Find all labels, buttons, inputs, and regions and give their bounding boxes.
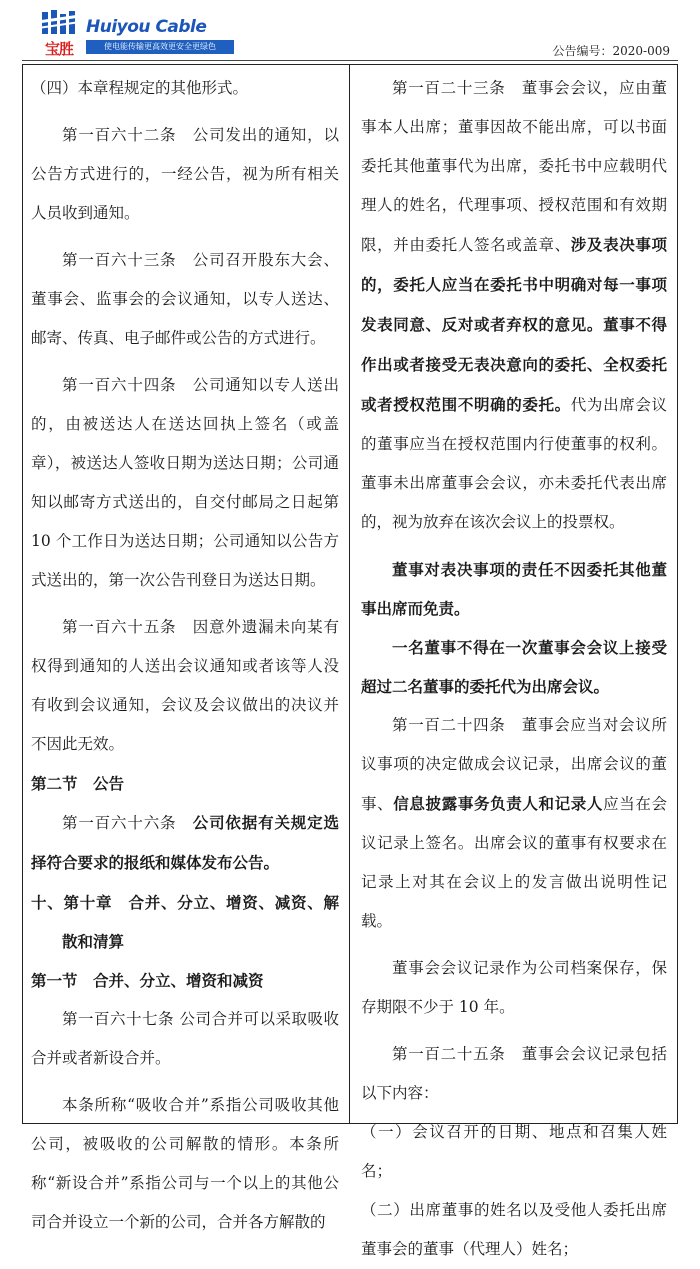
logo-slogan: 使电能传输更高效更安全更绿色 xyxy=(86,40,234,54)
article-124-part-c: 应当在会议记录上签名。出席会议的董事有权要求在记录上对其在会议上的发言做出说明性记载。 xyxy=(361,795,667,930)
chapter-heading-ten: 十、第十章 合并、分立、增资、减资、解散和清算 xyxy=(31,893,339,951)
document-number: 公告编号：2020-009 xyxy=(552,44,670,58)
article-123 xyxy=(361,69,667,542)
article-123-part-c: 代为出席会议的董事应当在授权范围内行使董事的权利。董事未出席董事会会议，亦未委托代表出席的，视为放弃在该次会议上的投票权。 xyxy=(361,396,667,531)
article-166-number: 第一百六十六条 xyxy=(62,814,193,832)
proxy-limit: 一名董事不得在一次董事会会议上接受超过二名董事的委托代为出席会议。 xyxy=(361,638,667,696)
article-165: 第一百六十五条 因意外遗漏未向某有权得到通知的人送出会议通知或者该等人没有收到会议通知，会议及会议做出的决议并不因此无效。 xyxy=(31,618,339,753)
company-logo xyxy=(36,8,216,58)
article-125: 第一百二十五条 董事会会议记录包括以下内容： xyxy=(361,1045,667,1102)
article-124 xyxy=(361,706,667,941)
section-heading-merger: 第一节 合并、分立、增资和减资 xyxy=(31,971,264,990)
header-divider xyxy=(22,60,678,61)
comparison-table xyxy=(22,64,678,1258)
director-liability: 董事对表决事项的责任不因委托其他董事出席而免责。 xyxy=(361,560,667,618)
minutes-retention: 董事会会议记录作为公司档案保存，保存期限不少于 10 年。 xyxy=(361,959,667,1016)
logo-chinese-name: 宝胜 xyxy=(44,40,73,58)
article-164: 第一百六十四条 公司通知以专人送出的，由被送达人在送达回执上签名（或盖章），被送达人签收日期为送达日期；公司通知以邮寄方式送出的，自交付邮局之日起第 10 个工作日为送达日期；公司通知以公告方式送出的，第一次公告刊登日为送达日期。 xyxy=(31,376,339,589)
article-166-body: 公司依据有关规定选择符合要求的报纸和媒体发布公告。 xyxy=(31,813,339,872)
article-124-part-a: 第一百二十四条 董事会应当对会议所议事项的决定做成会议记录，出席会议的董事、 xyxy=(361,716,667,813)
minutes-item-1: （一）会议召开的日期、地点和召集人姓名； xyxy=(361,1123,667,1180)
logo-brand-name: Huiyou Cable xyxy=(86,17,207,37)
page-header xyxy=(0,0,700,62)
article-124-bold: 信息披露事务负责人和记录人 xyxy=(393,794,604,813)
article-163: 第一百六十三条 公司召开股东大会、董事会、监事会的会议通知，以专人送达、邮寄、传真、电子邮件或公告的方式进行。 xyxy=(31,251,339,347)
left-column xyxy=(31,69,339,1242)
article-162: 第一百六十二条 公司发出的通知，以公告方式进行的，一经公告，视为所有相关人员收到通知。 xyxy=(31,126,339,222)
section-heading-announcement: 第二节 公告 xyxy=(31,774,125,793)
article-123-part-a: 第一百二十三条 董事会会议，应由董事本人出席；董事因故不能出席，可以书面委托其他董事代为出席，委托书中应载明代理人的姓名，代理事项、授权范围和有效期限，并由委托人签名或盖章、 xyxy=(361,79,667,254)
right-column xyxy=(361,69,667,1269)
minutes-item-2: （二）出席董事的姓名以及受他人委托出席董事会的董事（代理人）姓名； xyxy=(361,1201,667,1258)
left-paragraph: （四）本章程规定的其他形式。 xyxy=(31,79,249,97)
merger-definition: 本条所称“吸收合并”系指公司吸收其他公司，被吸收的公司解散的情形。本条所称“新设合并”系指公司与一个以上的其他公司合并设立一个新的公司，合并各方解散的 xyxy=(31,1096,339,1231)
article-166 xyxy=(31,803,339,883)
column-divider xyxy=(349,65,350,1123)
article-167: 第一百六十七条 公司合并可以采取吸收合并或者新设合并。 xyxy=(31,1010,339,1067)
article-123-bold: 涉及表决事项的，委托人应当在委托书中明确对每一事项发表同意、反对或者弃权的意见。董事不得作出或者接受无表决意向的委托、全权委托或者授权范围不明确的委托。 xyxy=(361,235,667,414)
